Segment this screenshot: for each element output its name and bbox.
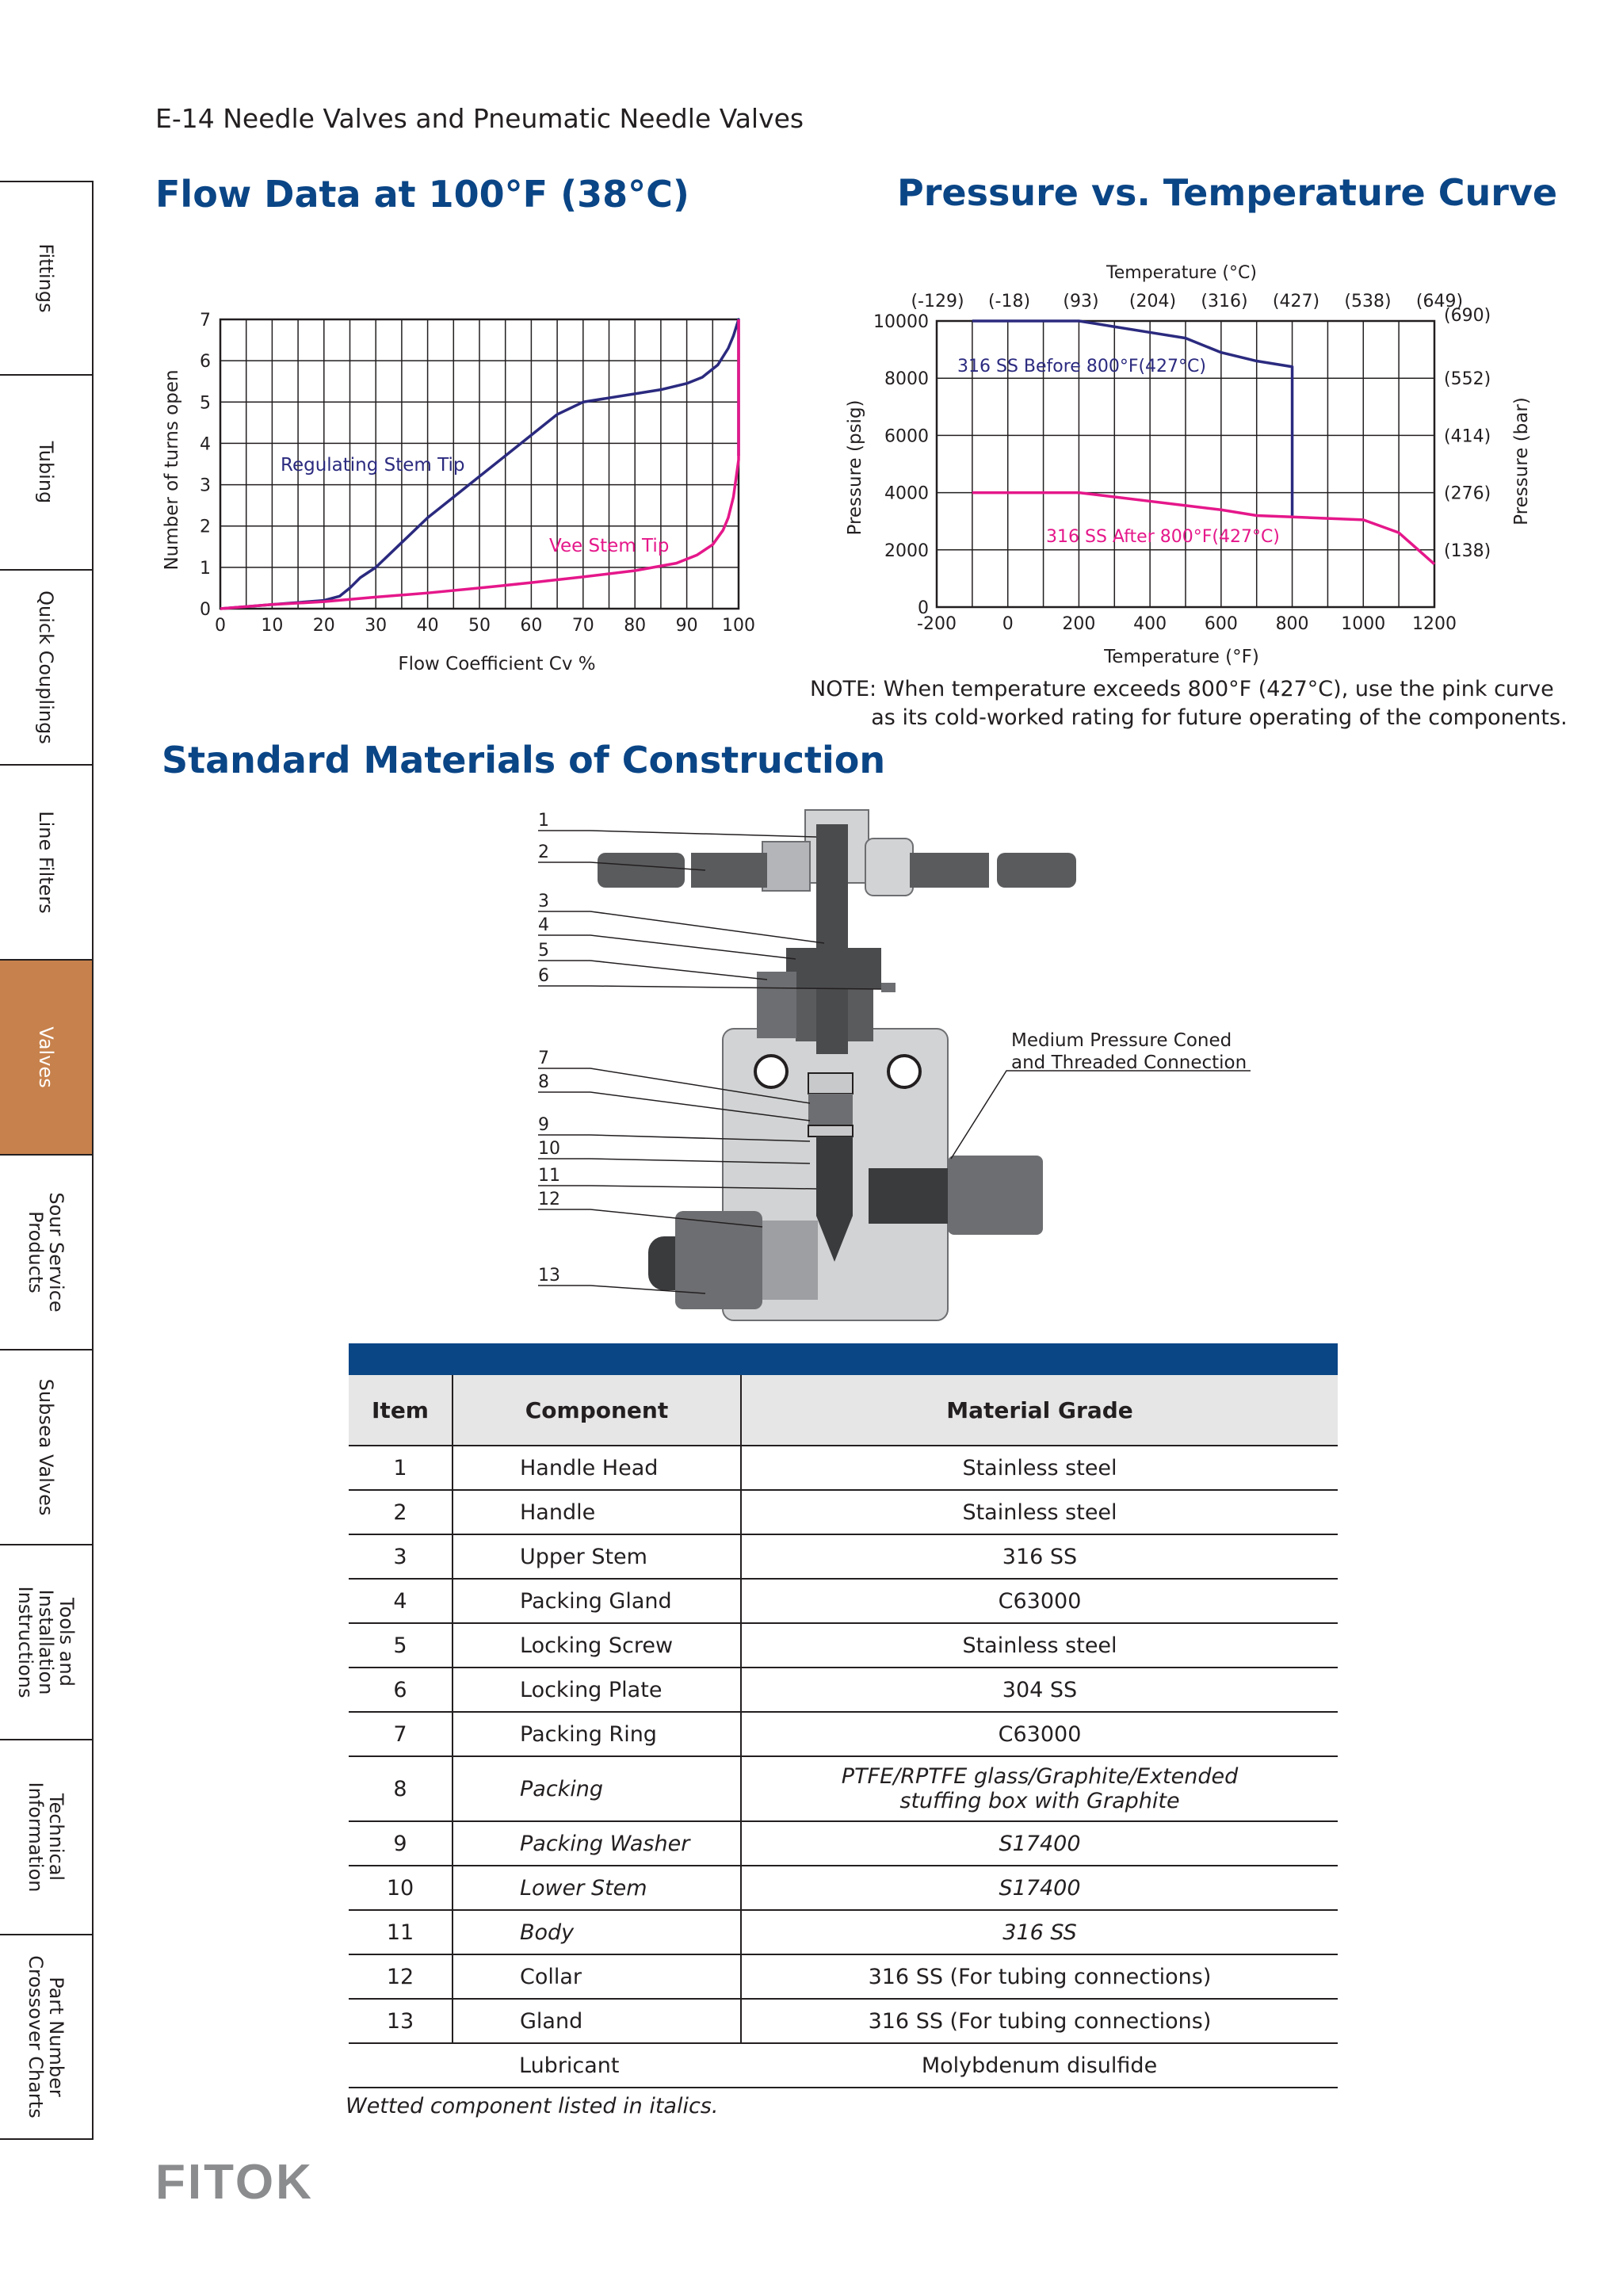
- flow-xlabel: Flow Coefficient Cv %: [398, 654, 596, 674]
- tab-fittings[interactable]: [0, 181, 92, 376]
- tab-line-filters[interactable]: [0, 766, 92, 961]
- callout-number: 12: [538, 1190, 560, 1209]
- item-cell: 4: [349, 1579, 453, 1623]
- tab-sour-service-products[interactable]: [0, 1156, 92, 1350]
- component-cell: Upper Stem: [453, 1534, 741, 1579]
- tab-label: Tubing: [35, 441, 57, 504]
- component-cell: Packing Ring: [453, 1712, 741, 1756]
- material-cell: [741, 1756, 1338, 1821]
- column-header-material: Material Grade: [741, 1375, 1338, 1446]
- handle-hub: [762, 842, 810, 891]
- mounting-hole-right: [888, 1056, 920, 1087]
- callout-number: 4: [538, 915, 549, 935]
- upper-stem: [816, 824, 848, 1054]
- y2-tick-label: (690): [1444, 306, 1491, 326]
- tab-subsea-valves[interactable]: [0, 1350, 92, 1545]
- packing: [808, 1094, 853, 1125]
- mounting-hole-left: [755, 1056, 787, 1087]
- component-cell: Packing: [453, 1756, 741, 1821]
- handle-bar-left: [598, 853, 685, 888]
- pt-ylabel: Pressure (psig): [845, 399, 865, 536]
- x-tick-label: 400: [1133, 614, 1167, 634]
- table-row: [349, 1668, 1338, 1712]
- material-cell: S17400: [741, 1866, 1338, 1910]
- tab-quick-couplings[interactable]: [0, 571, 92, 766]
- y2-tick-label: (552): [1444, 369, 1491, 390]
- x-tick-label: 50: [468, 616, 491, 636]
- x2-tick-label: (204): [1128, 292, 1177, 311]
- side-tab-nav: [0, 181, 94, 2140]
- x-tick-label: -200: [917, 614, 957, 634]
- tab-label: Quick Couplings: [35, 590, 57, 744]
- table-row: [349, 1999, 1338, 2043]
- material-cell: C63000: [741, 1579, 1338, 1623]
- tab-valves[interactable]: [0, 961, 92, 1156]
- y2-tick-label: (276): [1444, 483, 1491, 504]
- callout-number: 6: [538, 966, 549, 986]
- table-row: [349, 1910, 1338, 1954]
- x-tick-label: 30: [365, 616, 388, 636]
- table-row: [349, 1821, 1338, 1866]
- callout-number: 2: [538, 842, 549, 862]
- x2-tick-label: (427): [1272, 292, 1320, 311]
- component-cell: Locking Screw: [453, 1623, 741, 1668]
- material-cell: 304 SS: [741, 1668, 1338, 1712]
- lower-stem: [816, 1137, 853, 1216]
- pt-x2label: Temperature (°C): [1106, 263, 1257, 283]
- tab-technical-information[interactable]: [0, 1740, 92, 1935]
- table-row: [349, 1490, 1338, 1534]
- flow-data-title: Flow Data at 100°F (38°C): [155, 173, 689, 216]
- x-tick-label: 0: [1002, 614, 1014, 634]
- x2-tick-label: (-18): [987, 292, 1031, 311]
- series-label-vee: Vee Stem Tip: [549, 536, 670, 556]
- y-tick-label: 6000: [884, 426, 929, 447]
- tab-tools-installation[interactable]: [0, 1545, 92, 1740]
- material-cell: 316 SS: [741, 1910, 1338, 1954]
- material-cell: Stainless steel: [741, 1490, 1338, 1534]
- x2-tick-label: (-129): [911, 292, 964, 311]
- material-cell: 316 SS: [741, 1534, 1338, 1579]
- handle-bar-mid-right: [910, 853, 989, 888]
- tab-label: Subsea Valves: [35, 1378, 57, 1516]
- fitok-logo: FITOK: [155, 2155, 314, 2210]
- pt-y2label: Pressure (bar): [1511, 397, 1532, 525]
- valve-cross-section-diagram: [523, 800, 1316, 1339]
- x2-tick-label: (93): [1063, 292, 1099, 311]
- component-cell: Gland: [453, 1999, 741, 2043]
- y-tick-label: 10000: [873, 312, 929, 332]
- x-tick-label: 1000: [1341, 614, 1386, 634]
- table-row: [349, 1866, 1338, 1910]
- material-cell: 316 SS (For tubing connections): [741, 1954, 1338, 1999]
- callout-threaded-connection: and Threaded Connection: [1011, 1052, 1247, 1073]
- component-cell: Handle Head: [453, 1446, 741, 1490]
- item-callouts: [538, 811, 560, 1286]
- x-tick-label: 20: [312, 616, 335, 636]
- y2-tick-label: (138): [1444, 541, 1491, 561]
- item-cell: 5: [349, 1623, 453, 1668]
- series-label-regulating: Regulating Stem Tip: [281, 455, 465, 476]
- table-row: [349, 1623, 1338, 1668]
- material-cell: 316 SS (For tubing connections): [741, 1999, 1338, 2043]
- table-row: [349, 1954, 1338, 1999]
- item-cell: 7: [349, 1712, 453, 1756]
- table-footnote: Wetted component listed in italics.: [346, 2094, 719, 2118]
- x-tick-label: 70: [571, 616, 594, 636]
- tab-label: Line Filters: [35, 811, 57, 914]
- locking-plate: [881, 983, 896, 992]
- table-row: [349, 1712, 1338, 1756]
- y-tick-label: 2: [200, 517, 211, 537]
- x-tick-label: 600: [1204, 614, 1238, 634]
- x-tick-label: 1200: [1412, 614, 1457, 634]
- x-tick-label: 200: [1062, 614, 1096, 634]
- item-cell: [349, 2043, 453, 2088]
- column-header-component: Component: [453, 1375, 741, 1446]
- material-cell: Stainless steel: [741, 1623, 1338, 1668]
- callout-number: 9: [538, 1115, 549, 1135]
- item-cell: 13: [349, 1999, 453, 2043]
- item-cell: 9: [349, 1821, 453, 1866]
- y-tick-label: 0: [918, 598, 929, 618]
- y-tick-label: 0: [200, 600, 211, 620]
- component-cell: Locking Plate: [453, 1668, 741, 1712]
- component-cell: Packing Washer: [453, 1821, 741, 1866]
- x2-tick-label: (538): [1344, 292, 1392, 311]
- temperature-note: [810, 675, 1568, 732]
- x-tick-label: 90: [675, 616, 698, 636]
- collar: [762, 1221, 818, 1300]
- component-cell: Packing Gland: [453, 1579, 741, 1623]
- y-tick-label: 4000: [884, 483, 929, 504]
- materials-title: Standard Materials of Construction: [162, 739, 886, 781]
- x-tick-label: 80: [624, 616, 647, 636]
- tab-part-number-crossover[interactable]: [0, 1935, 92, 2140]
- y-tick-label: 4: [200, 434, 211, 455]
- callout-medium-pressure: Medium Pressure Coned: [1011, 1030, 1232, 1051]
- table-row: [349, 1446, 1338, 1490]
- y-tick-label: 3: [200, 476, 211, 496]
- tab-label: Tools and Installation Instructions: [14, 1586, 78, 1698]
- item-cell: 6: [349, 1668, 453, 1712]
- tab-label: Technical Information: [25, 1782, 67, 1893]
- series-label-after: 316 SS After 800°F(427°C): [1046, 527, 1280, 547]
- item-cell: 3: [349, 1534, 453, 1579]
- material-cell: Molybdenum disulfide: [741, 2043, 1338, 2088]
- callout-number: 1: [538, 811, 549, 831]
- item-cell: 10: [349, 1866, 453, 1910]
- table-row: [349, 1534, 1338, 1579]
- locking-screw: [757, 972, 796, 1038]
- flow-ylabel: Number of turns open: [162, 369, 182, 571]
- y-tick-label: 6: [200, 352, 211, 372]
- table-row: [349, 1756, 1338, 1821]
- x2-tick-label: (316): [1201, 292, 1248, 311]
- item-cell: 8: [349, 1756, 453, 1821]
- table-header-band: [349, 1343, 1338, 1375]
- packing-ring: [808, 1073, 853, 1094]
- component-cell: Body: [453, 1910, 741, 1954]
- component-cell: Handle: [453, 1490, 741, 1534]
- x-tick-label: 0: [215, 616, 226, 636]
- tab-label: Part Number Crossover Charts: [25, 1955, 67, 2118]
- column-header-item: Item: [349, 1375, 453, 1446]
- handle-head-side: [865, 839, 913, 896]
- table-row: [349, 1579, 1338, 1623]
- callout-number: 7: [538, 1049, 549, 1068]
- material-cell: S17400: [741, 1821, 1338, 1866]
- tab-label: Sour Service Products: [25, 1192, 67, 1312]
- x-tick-label: 800: [1275, 614, 1309, 634]
- tab-tubing[interactable]: [0, 376, 92, 571]
- pt-curve-title: Pressure vs. Temperature Curve: [897, 171, 1558, 214]
- x-tick-label: 100: [722, 616, 755, 636]
- y-tick-label: 8000: [884, 369, 929, 390]
- item-cell: 1: [349, 1446, 453, 1490]
- page-header: E-14 Needle Valves and Pneumatic Needle Valves: [155, 103, 804, 134]
- y2-tick-label: (414): [1444, 426, 1491, 447]
- pressure-temperature-chart: [840, 254, 1532, 682]
- handle-bar-right: [997, 853, 1076, 888]
- side-port-gland: [948, 1156, 1043, 1235]
- tab-label: Fittings: [35, 243, 57, 313]
- material-line-2: stuffing box with Graphite: [899, 1789, 1180, 1813]
- callout-number: 8: [538, 1072, 549, 1092]
- materials-table: [349, 1343, 1338, 2088]
- x-tick-label: 60: [520, 616, 543, 636]
- y-tick-label: 7: [200, 311, 211, 330]
- x-tick-label: 10: [261, 616, 284, 636]
- callout-number: 10: [538, 1139, 560, 1159]
- callout-number: 5: [538, 941, 549, 961]
- series-label-before: 316 SS Before 800°F(427°C): [957, 357, 1206, 376]
- item-cell: 2: [349, 1490, 453, 1534]
- tab-label: Valves: [35, 1026, 57, 1088]
- callout-number: 3: [538, 892, 549, 911]
- packing-washer: [808, 1125, 853, 1137]
- x-tick-label: 40: [416, 616, 439, 636]
- component-cell: Lower Stem: [453, 1866, 741, 1910]
- component-cell: Collar: [453, 1954, 741, 1999]
- table-row: [349, 2043, 1338, 2088]
- material-cell: C63000: [741, 1712, 1338, 1756]
- note-line-1: NOTE: When temperature exceeds 800°F (427°C), use the pink curve: [810, 677, 1554, 701]
- item-cell: 12: [349, 1954, 453, 1999]
- flow-data-chart: [151, 301, 777, 682]
- material-line-1: PTFE/RPTFE glass/Graphite/Extended: [841, 1764, 1239, 1789]
- x2-tick-label: (649): [1415, 292, 1464, 311]
- y-tick-label: 1: [200, 558, 211, 579]
- component-cell: Lubricant: [453, 2043, 741, 2088]
- callout-number: 13: [538, 1266, 560, 1286]
- y-tick-label: 5: [200, 393, 211, 414]
- callout-number: 11: [538, 1166, 560, 1186]
- item-cell: 11: [349, 1910, 453, 1954]
- material-cell: Stainless steel: [741, 1446, 1338, 1490]
- note-line-2: as its cold-worked rating for future operating of the components.: [871, 705, 1568, 730]
- pt-xlabel: Temperature (°F): [1104, 647, 1259, 667]
- y-tick-label: 2000: [884, 541, 929, 561]
